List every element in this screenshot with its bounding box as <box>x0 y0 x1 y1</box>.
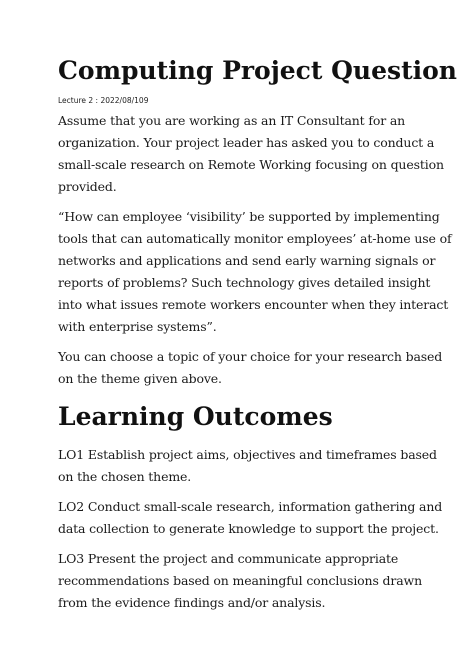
text-line: You can choose a topic of your choice for your research based <box>58 349 443 364</box>
text-line: on the chosen theme. <box>58 469 192 484</box>
text-line: “How can employee ‘visibility’ be supported by implementing <box>58 209 440 224</box>
text-line: networks and applications and send early warning signals or <box>58 253 436 268</box>
learning-outcome-lo1 <box>58 444 437 488</box>
learning-outcomes-list <box>58 444 443 614</box>
intro-paragraph-2 <box>58 206 452 338</box>
intro-section <box>58 110 452 390</box>
text-line: reports of problems? Such technology gives detailed insight <box>58 275 431 290</box>
text-line: on the theme given above. <box>58 371 222 386</box>
text-line: LO1 Establish project aims, objectives and timeframes based <box>58 447 437 462</box>
text-line: recommendations based on meaningful conclusions drawn <box>58 573 422 588</box>
text-line: LO3 Present the project and communicate appropriate <box>58 551 399 566</box>
intro-paragraph-3 <box>58 346 443 390</box>
learning-outcome-lo2 <box>58 496 443 540</box>
text-line: small-scale research on Remote Working focusing on question <box>58 157 444 172</box>
learning-outcome-lo3 <box>58 548 422 614</box>
text-line: data collection to generate knowledge to support the project. <box>58 521 439 536</box>
text-line: tools that can automatically monitor employees’ at-home use of <box>58 231 452 246</box>
text-line: with enterprise systems”. <box>58 319 217 334</box>
text-line: organization. Your project leader has asked you to conduct a <box>58 135 435 150</box>
lecture-meta: Lecture 2 : 2022/08/109 <box>58 96 149 105</box>
text-line: Assume that you are working as an IT Consultant for an <box>58 113 406 128</box>
text-line: provided. <box>58 179 117 194</box>
intro-paragraph-1 <box>58 110 444 198</box>
section-heading-learning-outcomes: Learning Outcomes <box>58 402 333 431</box>
text-line: from the evidence findings and/or analysis. <box>58 595 326 610</box>
text-line: into what issues remote workers encounter when they interact <box>58 297 449 312</box>
document-title: Computing Project Question <box>58 56 457 85</box>
text-line: LO2 Conduct small-scale research, information gathering and <box>58 499 443 514</box>
